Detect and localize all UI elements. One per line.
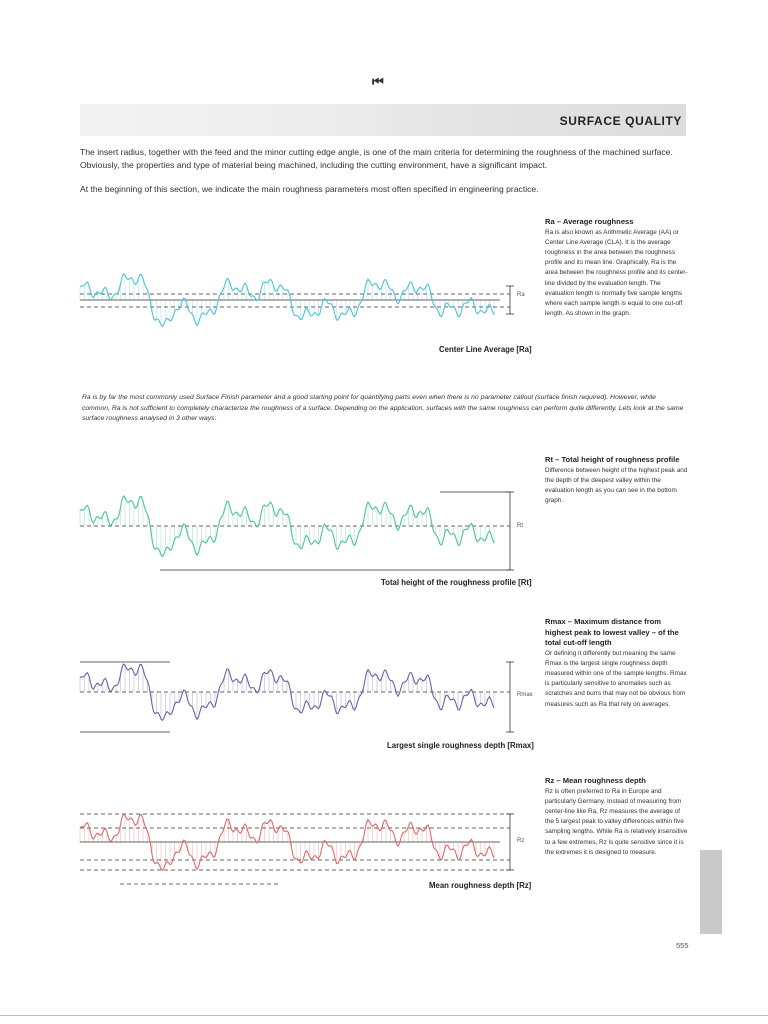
- section-title: SURFACE QUALITY: [559, 114, 682, 128]
- rmax-profile-graph: [80, 654, 520, 738]
- rt-body: Difference between height of the highest peak and the depth of the deepest valley within the evaluation length as you can see in the bottom graph.: [545, 466, 688, 505]
- rt-heading: Rt – Total height of roughness profile: [545, 455, 680, 464]
- rz-profile-graph: [80, 804, 520, 890]
- page-number: 555: [676, 941, 689, 950]
- back-skip-icon[interactable]: ⏮: [372, 74, 382, 89]
- rz-caption: Mean roughness depth [Rz]: [429, 881, 532, 890]
- rz-heading: Rz – Mean roughness depth: [545, 776, 646, 785]
- ra-profile-graph: [80, 262, 520, 352]
- ra-heading: Ra – Average roughness: [545, 217, 634, 226]
- rmax-description: [545, 617, 690, 710]
- rz-body: Rz is often preferred to Ra in Europe and particularly Germany. Instead of measuring from center-line like Ra, Rz measures the average of the 5 largest peak to valley differences within five sampling lengths. While Ra is relatively insensitive to a few extremes, Rz is quite sensitive since it is the extremes it is designed to measure.: [545, 787, 688, 856]
- rz-label: Rz: [517, 838, 525, 844]
- rmax-heading: Rmax – Maximum distance from highest peak to lowest valley – of the total cut-off length: [545, 617, 679, 647]
- ra-caption: Center Line Average [Ra]: [439, 345, 532, 354]
- ra-description: [545, 217, 690, 319]
- ra-note: Ra is by far the most commonly used Surface Finish parameter and a good starting point for quantifying parts even when there is no parameter callout (surface finish required). However, while common, Ra is not sufficient to completely characterize the roughness of a surface. Depending on the application, surfaces with the same roughness can perform quite differently. Lets look at the same surface roughness analysed in 3 other ways:: [82, 394, 684, 422]
- rmax-label: Rmax: [517, 692, 533, 698]
- intro-paragraph-2: At the beginning of this section, we indicate the main roughness parameters most often specified in engineering practice.: [80, 184, 539, 194]
- rt-description: [545, 455, 690, 506]
- rmax-caption: Largest single roughness depth [Rmax]: [387, 741, 534, 750]
- rmax-body: Or defining it differently but meaning the same Rmax is the largest single roughness depth measured within one of the sample lengths. Rmax is particularly sensitive to anomalies such as scratches and burrs that may not be obvious from measures such as Ra that rely on averages.: [545, 649, 687, 708]
- intro-paragraph-1: The insert radius, together with the feed and the minor cutting edge angle, is one of the main criteria for determining the roughness of the machined surface. Obviously, the properties and type of material being machined, including the cutting environment, have a significant impact.: [80, 147, 673, 170]
- bottom-rule: [0, 1015, 768, 1016]
- section-tab-marker: [700, 850, 722, 934]
- rt-caption: Total height of the roughness profile [Rt]: [381, 578, 532, 587]
- rt-label: Rt: [517, 523, 523, 529]
- rt-profile-graph: [80, 486, 520, 578]
- ra-body: Ra is also known as Arithmetic Average (AA) or Center Line Average (CLA). It is the average roughness in the area between the roughness profile and its mean line. Graphically, Ra is the area between the roughness profile and its center-line divided by the evaluation length. The evaluation length is normally five sample lengths where each sample length is equal to one cut-off length. As shown in the graph.: [545, 228, 688, 318]
- rz-description: [545, 776, 690, 858]
- ra-label: Ra: [517, 292, 525, 298]
